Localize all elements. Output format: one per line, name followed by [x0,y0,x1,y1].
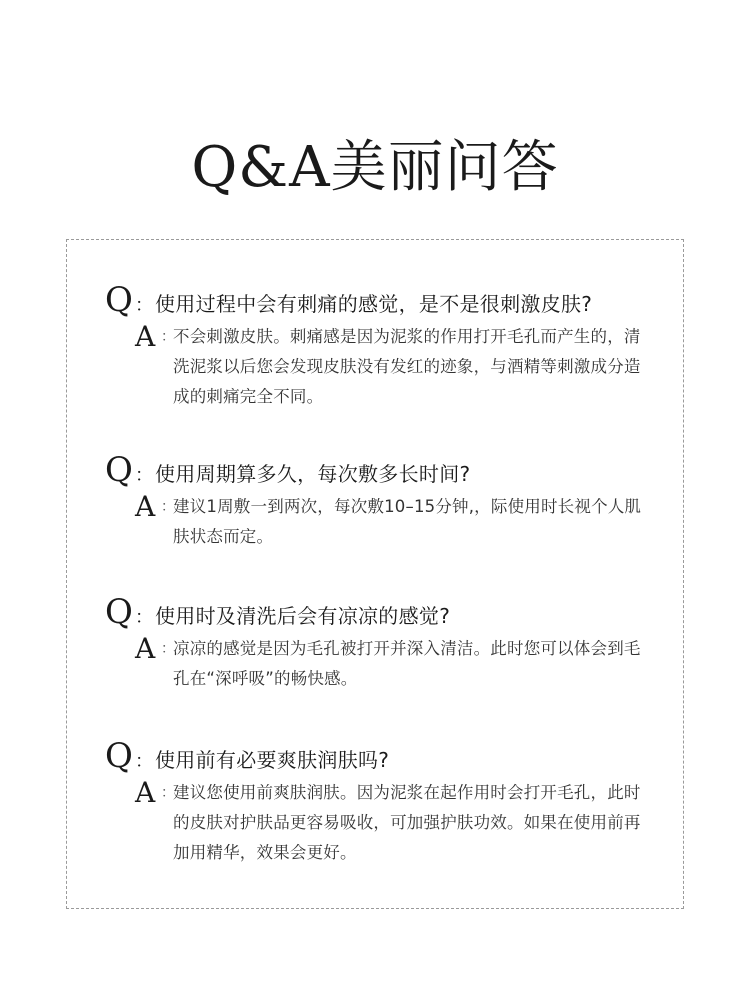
question-text: 使用前有必要爽肤润肤吗? [155,748,390,772]
q-colon: ： [135,295,153,316]
qa-panel [66,239,684,909]
question-text: 使用过程中会有刺痛的感觉，是不是很刺激皮肤? [155,292,593,316]
qa-item-3 [105,592,665,694]
q-mark: Q [105,736,133,776]
answer-row [135,492,665,552]
qa-item-4 [105,736,665,868]
answer-text: 建议1周敷一到两次，每次敷10–15分钟,，际使用时长视个人肌肤状态而定。 [173,497,642,546]
question-row [105,592,665,632]
question-text: 使用时及清洗后会有凉凉的感觉? [155,604,451,628]
a-mark: A [135,632,156,665]
a-mark: A [135,776,156,809]
title-latin: Q&A [191,135,331,200]
q-mark: Q [105,280,133,320]
answer-row [135,634,665,694]
a-mark: A [135,320,156,353]
page-title [0,128,750,208]
a-colon: ： [161,499,175,515]
qa-item-2 [105,450,665,552]
a-colon: ： [161,785,175,801]
q-mark: Q [105,592,133,632]
answer-row [135,778,665,868]
q-colon: ： [135,751,153,772]
q-colon: ： [135,607,153,628]
answer-text: 凉凉的感觉是因为毛孔被打开并深入清洁。此时您可以体会到毛孔在“深呼吸”的畅快感。 [173,639,641,688]
q-mark: Q [105,450,133,490]
a-mark: A [135,490,156,523]
answer-text: 建议您使用前爽肤润肤。因为泥浆在起作用时会打开毛孔，此时的皮肤对护肤品更容易吸收，可加强护肤功效。如果在使用前再加用精华，效果会更好。 [173,783,641,862]
question-row [105,736,665,776]
title-chinese: 美丽问答 [330,135,559,200]
a-colon: ： [161,329,175,345]
q-colon: ： [135,465,153,486]
question-text: 使用周期算多久，每次敷多长时间? [155,462,471,486]
a-colon: ： [161,641,175,657]
answer-row [135,322,665,412]
question-row [105,450,665,490]
question-row [105,280,665,320]
qa-item-1 [105,280,665,412]
answer-text: 不会刺激皮肤。刺痛感是因为泥浆的作用打开毛孔而产生的，清洗泥浆以后您会发现皮肤没有发红的迹象，与酒精等刺激成分造成的刺痛完全不同。 [173,327,641,406]
